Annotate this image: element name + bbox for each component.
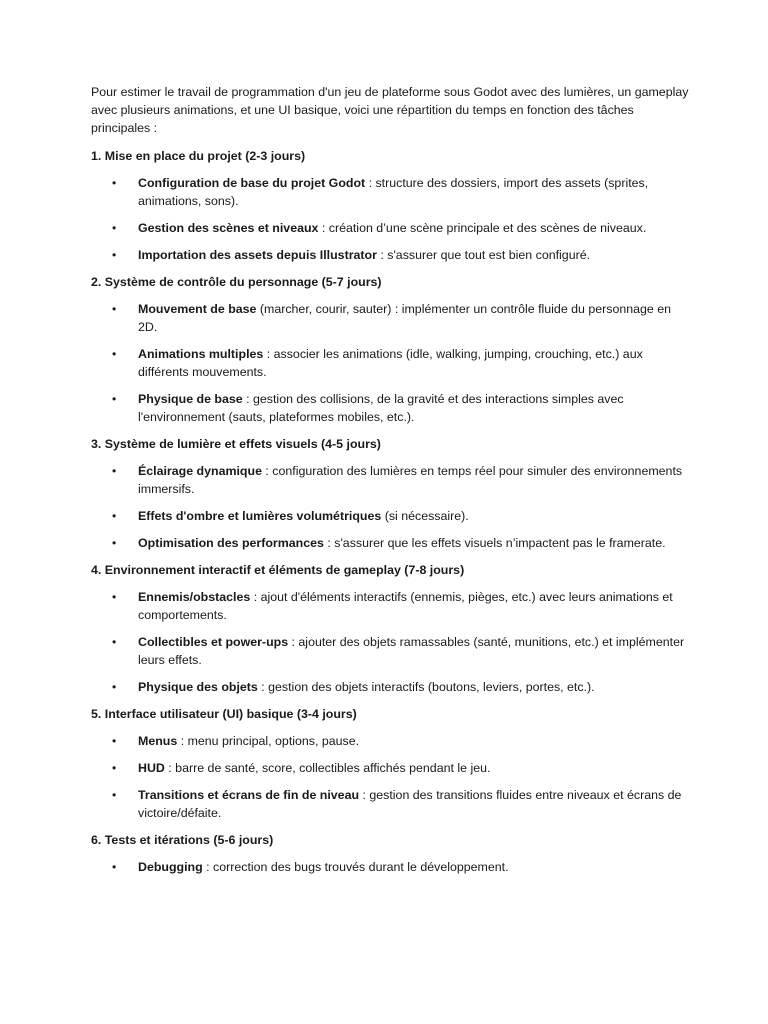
list-item bbox=[91, 786, 691, 822]
item-description: (si nécessaire). bbox=[381, 509, 469, 523]
section-3 bbox=[91, 435, 691, 552]
section-6 bbox=[91, 831, 691, 876]
bullet-icon: • bbox=[112, 536, 117, 550]
item-description: : menu principal, options, pause. bbox=[177, 734, 360, 748]
list-item bbox=[91, 246, 691, 264]
item-term: Collectibles et power-ups bbox=[138, 635, 289, 649]
bullet-icon: • bbox=[112, 590, 117, 604]
item-term: Gestion des scènes et niveaux bbox=[138, 221, 319, 235]
list-item bbox=[91, 219, 691, 237]
item-description: (marcher, courir, sauter) : implémenter un contrôle fluide du personnage en 2D. bbox=[138, 302, 672, 334]
bullet-list bbox=[91, 462, 691, 552]
section-title: 4. Environnement interactif et éléments de gameplay (7-8 jours) bbox=[91, 563, 465, 577]
item-description: : gestion des transitions fluides entre niveaux et écrans de victoire/défaite. bbox=[138, 788, 682, 820]
section-1 bbox=[91, 147, 691, 264]
item-term: Effets d'ombre et lumières volumétriques bbox=[138, 509, 382, 523]
item-description: : ajouter des objets ramassables (santé, munitions, etc.) et implémenter leurs effets. bbox=[138, 635, 685, 667]
list-item bbox=[91, 174, 691, 210]
section-5 bbox=[91, 705, 691, 822]
item-term: Transitions et écrans de fin de niveau bbox=[138, 788, 360, 802]
item-term: Animations multiples bbox=[138, 347, 264, 361]
item-term: Menus bbox=[138, 734, 178, 748]
item-term: Optimisation des performances bbox=[138, 536, 324, 550]
item-description: : associer les animations (idle, walking, jumping, crouching, etc.) aux différents mouvements. bbox=[138, 347, 643, 379]
list-item bbox=[91, 462, 691, 498]
item-term: Importation des assets depuis Illustrator bbox=[138, 248, 377, 262]
bullet-icon: • bbox=[112, 347, 117, 361]
bullet-list bbox=[91, 588, 691, 696]
item-description: : ajout d'éléments interactifs (ennemis, pièges, etc.) avec leurs animations et comportements. bbox=[138, 590, 673, 622]
document-page bbox=[91, 83, 691, 885]
bullet-icon: • bbox=[112, 680, 117, 694]
list-item bbox=[91, 678, 691, 696]
sections-container bbox=[91, 147, 691, 876]
bullet-icon: • bbox=[112, 788, 117, 802]
item-term: Éclairage dynamique bbox=[138, 464, 262, 478]
item-description: : création d’une scène principale et des scènes de niveaux. bbox=[318, 221, 647, 235]
list-item bbox=[91, 588, 691, 624]
section-title: 5. Interface utilisateur (UI) basique (3-4 jours) bbox=[91, 707, 357, 721]
item-description: : gestion des objets interactifs (boutons, leviers, portes, etc.). bbox=[257, 680, 595, 694]
bullet-icon: • bbox=[112, 464, 117, 478]
item-description: : s'assurer que les effets visuels n’impactent pas le framerate. bbox=[323, 536, 666, 550]
item-description: : s'assurer que tout est bien configuré. bbox=[376, 248, 591, 262]
bullet-list bbox=[91, 300, 691, 426]
list-item bbox=[91, 858, 691, 876]
item-term: Physique des objets bbox=[138, 680, 258, 694]
list-item bbox=[91, 534, 691, 552]
bullet-icon: • bbox=[112, 248, 117, 262]
section-title: 3. Système de lumière et effets visuels (4-5 jours) bbox=[91, 437, 381, 451]
bullet-icon: • bbox=[112, 221, 117, 235]
bullet-list bbox=[91, 732, 691, 822]
list-item bbox=[91, 633, 691, 669]
section-4 bbox=[91, 561, 691, 696]
list-item bbox=[91, 507, 691, 525]
item-term: Debugging bbox=[138, 860, 203, 874]
list-item bbox=[91, 732, 691, 750]
item-term: Ennemis/obstacles bbox=[138, 590, 251, 604]
bullet-icon: • bbox=[112, 635, 117, 649]
list-item bbox=[91, 390, 691, 426]
item-description: : correction des bugs trouvés durant le développement. bbox=[202, 860, 509, 874]
bullet-list bbox=[91, 858, 691, 876]
item-term: Physique de base bbox=[138, 392, 243, 406]
list-item bbox=[91, 759, 691, 777]
item-description: : barre de santé, score, collectibles affichés pendant le jeu. bbox=[164, 761, 491, 775]
bullet-icon: • bbox=[112, 302, 117, 316]
list-item bbox=[91, 300, 691, 336]
item-term: HUD bbox=[138, 761, 165, 775]
item-description: : gestion des collisions, de la gravité et des interactions simples avec l'environnement (sauts, plateformes mobiles, etc.). bbox=[138, 392, 624, 424]
list-item bbox=[91, 345, 691, 381]
bullet-list bbox=[91, 174, 691, 264]
item-term: Configuration de base du projet Godot bbox=[138, 176, 366, 190]
item-description: : structure des dossiers, import des assets (sprites, animations, sons). bbox=[138, 176, 649, 208]
intro-paragraph: Pour estimer le travail de programmation d'un jeu de plateforme sous Godot avec des lumières, un gameplay avec plusieurs animations, et une UI basique, voici une répartition du temps en fonction des tâches principales : bbox=[91, 85, 689, 135]
bullet-icon: • bbox=[112, 734, 117, 748]
item-term: Mouvement de base bbox=[138, 302, 257, 316]
bullet-icon: • bbox=[112, 176, 117, 190]
section-title: 2. Système de contrôle du personnage (5-7 jours) bbox=[91, 275, 382, 289]
bullet-icon: • bbox=[112, 392, 117, 406]
bullet-icon: • bbox=[112, 761, 117, 775]
section-2 bbox=[91, 273, 691, 426]
bullet-icon: • bbox=[112, 860, 117, 874]
section-title: 1. Mise en place du projet (2-3 jours) bbox=[91, 149, 306, 163]
bullet-icon: • bbox=[112, 509, 117, 523]
item-description: : configuration des lumières en temps réel pour simuler des environnements immersifs. bbox=[138, 464, 683, 496]
section-title: 6. Tests et itérations (5-6 jours) bbox=[91, 833, 274, 847]
